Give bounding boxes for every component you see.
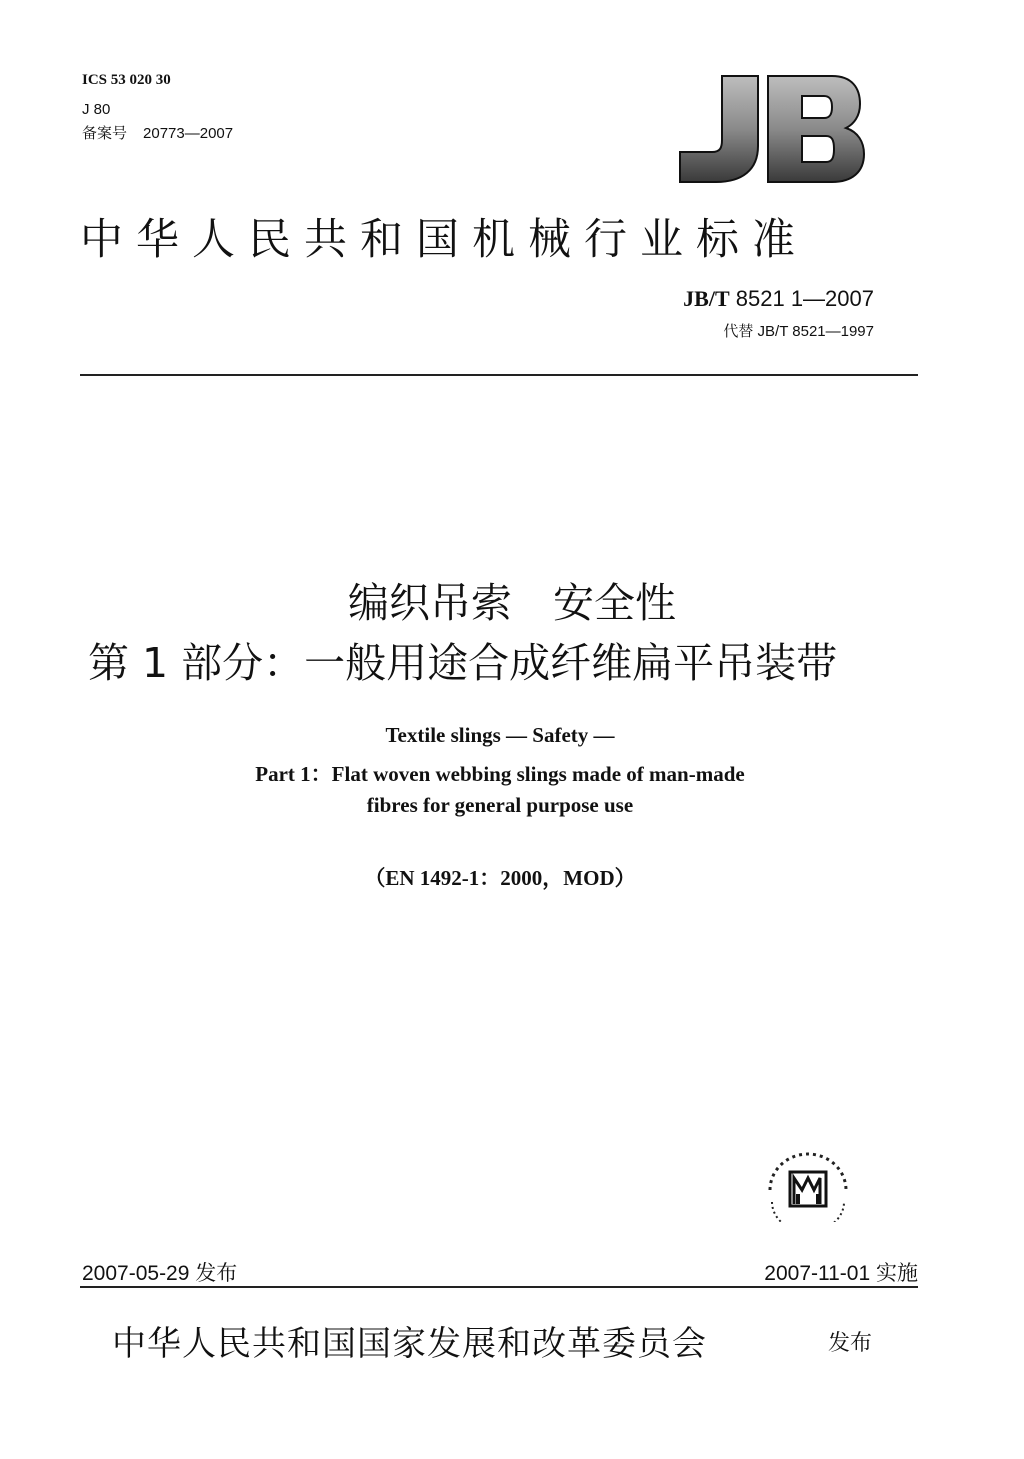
publish-date: 2007-05-29 发布 — [82, 1262, 238, 1285]
record-number — [82, 124, 233, 144]
chinese-title-line-1: 编织吊索 安全性 — [348, 579, 676, 627]
english-title-line-2: Part 1：Flat woven webbing slings made of man-made — [255, 762, 745, 786]
ics-code: ICS 53 020 30 — [82, 72, 171, 88]
standard-reference: （EN 1492-1：2000，MOD） — [364, 866, 636, 890]
english-title-line-3: fibres for general purpose use — [366, 793, 634, 817]
record-value: 20773—2007 — [143, 125, 234, 142]
chinese-title-line-2: 第 1 部分：一般用途合成纤维扁平吊装带 — [88, 639, 838, 687]
jb-logo — [676, 74, 866, 184]
issuing-authority: 中华人民共和国国家发展和改革委员会 — [112, 1324, 707, 1364]
standard-code: JB/T — [683, 286, 730, 311]
category-code: J 80 — [82, 101, 111, 118]
standard-category-title: 中华人民共和国机械行业标准 — [80, 215, 808, 265]
effective-date: 2007-11-01 实施 — [764, 1262, 918, 1285]
standard-number-value: 8521 1—2007 — [735, 286, 874, 311]
top-divider — [80, 374, 918, 376]
record-label: 备案号 — [82, 125, 128, 142]
replaces-standard: 代替 JB/T 8521—1997 — [723, 323, 874, 340]
english-title-line-1: Textile slings — Safety — — [385, 723, 615, 747]
issuer-suffix: 发布 — [828, 1331, 873, 1356]
standard-number — [683, 286, 874, 312]
bottom-divider — [80, 1286, 918, 1288]
publisher-seal-icon — [762, 1150, 854, 1222]
